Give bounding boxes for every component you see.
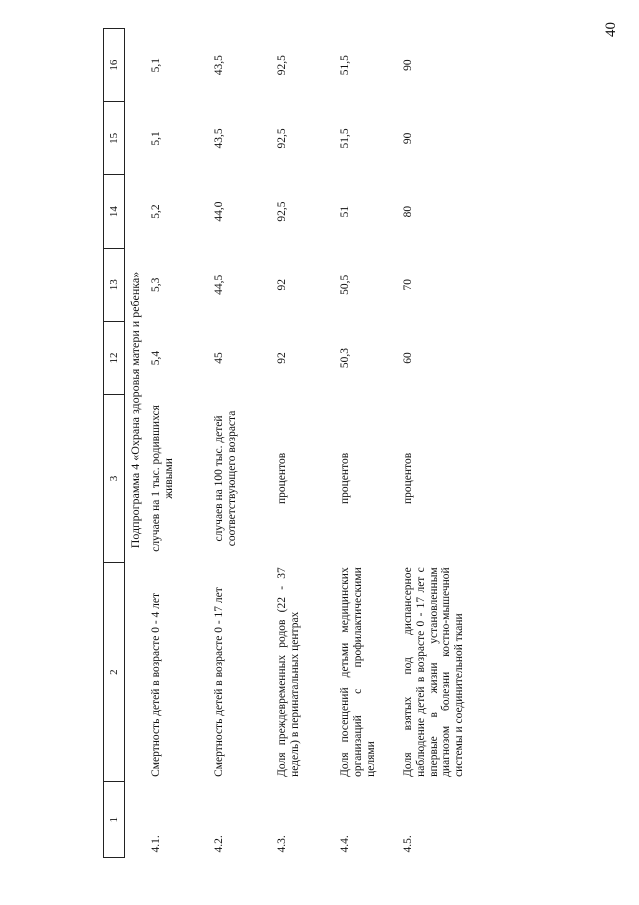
value-cell: 90	[402, 59, 415, 71]
row-number: 4.2.	[213, 835, 226, 853]
value-cell: 50,3	[339, 347, 352, 369]
header-cell: 14	[104, 175, 125, 248]
value-cell: 43,5	[213, 55, 226, 76]
header-cell: 1	[104, 782, 125, 858]
column-number-header	[104, 29, 125, 858]
table-row	[272, 29, 335, 858]
value-cell: 5,2	[150, 204, 163, 219]
value-cell: 70	[402, 279, 415, 291]
value-cell: 92,5	[276, 201, 289, 222]
table-row	[335, 29, 398, 858]
row-number: 4.4.	[339, 835, 352, 853]
value-cell: 60	[402, 352, 415, 364]
value-cell: 92,5	[276, 55, 289, 76]
indicator-name: Доля посещений детьми медицинских организаций с профилактическими целями	[339, 567, 377, 777]
value-cell: 50,5	[339, 274, 352, 295]
unit-of-measure: случаев на 1 тыс. родившихся живыми	[150, 405, 175, 552]
row-number: 4.1.	[150, 835, 163, 853]
indicator-name: Доля взятых под диспансерное наблюдение детей в возрасте 0 - 17 лет с впервые в жизни установленным диагнозом болезни костно-мышечной системы и соединительной ткани	[402, 567, 465, 777]
indicator-name: Смертность детей в возрасте 0 - 4 лет	[150, 592, 163, 777]
indicator-table-sheet	[103, 28, 530, 858]
unit-of-measure: процентов	[402, 452, 415, 504]
indicator-name: Смертность детей в возрасте 0 - 17 лет	[213, 587, 226, 777]
unit-of-measure: процентов	[339, 452, 352, 504]
value-cell: 44,5	[213, 274, 226, 295]
value-cell: 51,5	[339, 55, 352, 76]
value-cell: 5,1	[150, 131, 163, 146]
header-cell: 15	[104, 102, 125, 175]
table-row	[209, 29, 272, 858]
header-cell: 12	[104, 321, 125, 394]
subprogram-row	[125, 29, 147, 858]
header-cell: 13	[104, 248, 125, 321]
unit-of-measure: случаев на 100 тыс. детей соответствующего возраста	[213, 410, 238, 547]
value-cell: 43,5	[213, 128, 226, 149]
header-cell: 3	[104, 395, 125, 563]
row-number: 4.5.	[402, 835, 415, 853]
value-cell: 92	[276, 279, 289, 291]
header-cell: 2	[104, 562, 125, 782]
subprogram-title: Подпрограмма 4 «Охрана здоровья матери и ребенка»	[128, 271, 143, 549]
value-cell: 51,5	[339, 128, 352, 149]
value-cell: 5,4	[150, 350, 163, 366]
indicator-table	[103, 28, 476, 858]
value-cell: 80	[402, 205, 415, 218]
table-row	[146, 29, 209, 858]
value-cell: 44,0	[213, 201, 226, 222]
value-cell: 45	[213, 352, 226, 364]
indicator-name: Доля преждевременных родов (22 - 37 недель) в перинатальных центрах	[276, 567, 301, 777]
value-cell: 92,5	[276, 128, 289, 149]
unit-of-measure: процентов	[276, 452, 289, 504]
value-cell: 5,3	[150, 277, 163, 292]
page-number: 40	[603, 22, 619, 37]
value-cell: 90	[402, 132, 415, 145]
value-cell: 92	[276, 352, 289, 364]
value-cell: 5,1	[150, 57, 163, 73]
header-cell: 16	[104, 29, 125, 102]
value-cell: 51	[339, 205, 352, 218]
row-number: 4.3.	[276, 835, 289, 853]
table-row	[398, 29, 476, 858]
